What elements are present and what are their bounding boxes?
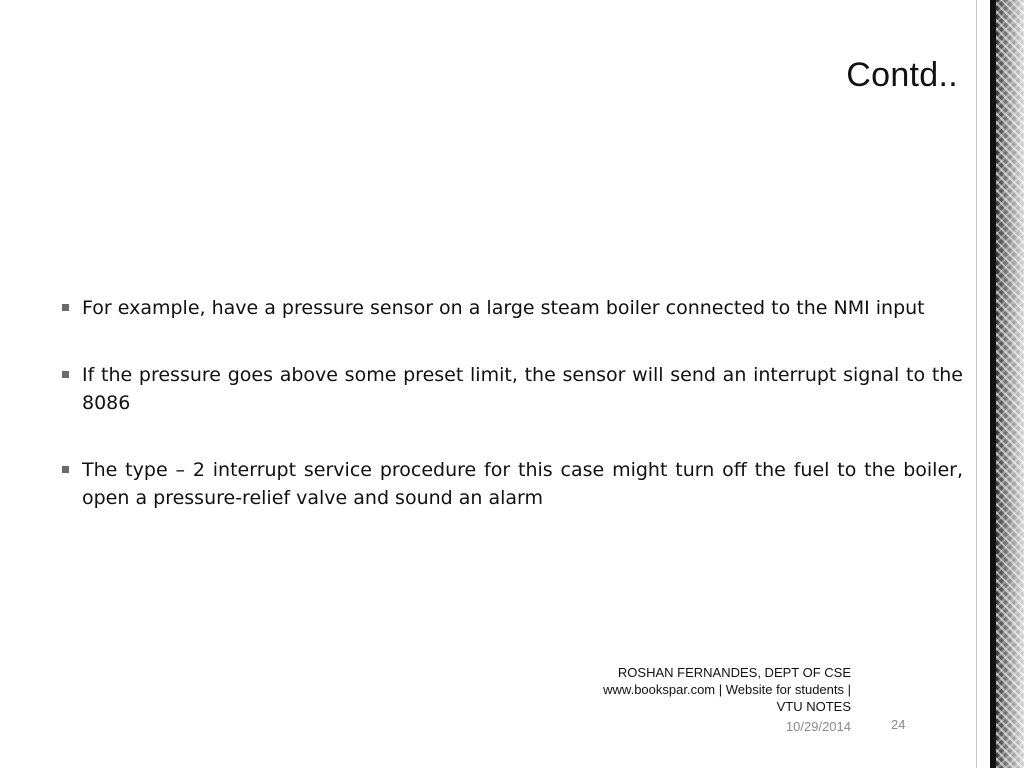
footer-line: ROSHAN FERNANDES, DEPT OF CSE [617, 665, 851, 680]
footer-line: www.bookspar.com | Website for students | [603, 682, 851, 697]
page-number: 24 [891, 717, 906, 732]
footer-line: VTU NOTES [776, 699, 851, 714]
bullet-item [60, 456, 963, 512]
decorative-pattern-strip [996, 0, 1024, 768]
slide-date: 10/29/2014 [785, 719, 851, 734]
slide-title: Contd.. [846, 56, 958, 94]
decorative-border-band [976, 0, 991, 768]
square-bullet-icon [62, 466, 69, 473]
bullet-text: If the pressure goes above some preset limit, the sensor will send an interrupt signal to the 8086 [82, 364, 963, 414]
square-bullet-icon [62, 304, 69, 311]
square-bullet-icon [62, 371, 69, 378]
bullet-list [60, 294, 963, 551]
bullet-item [60, 294, 963, 322]
slide-footer [531, 664, 851, 715]
bullet-text: The type – 2 interrupt service procedure for this case might turn off the fuel to the boiler, open a pressure-relief valve and sound an alarm [82, 459, 963, 509]
bullet-item [60, 361, 963, 417]
bullet-text: For example, have a pressure sensor on a large steam boiler connected to the NMI input [82, 297, 925, 319]
